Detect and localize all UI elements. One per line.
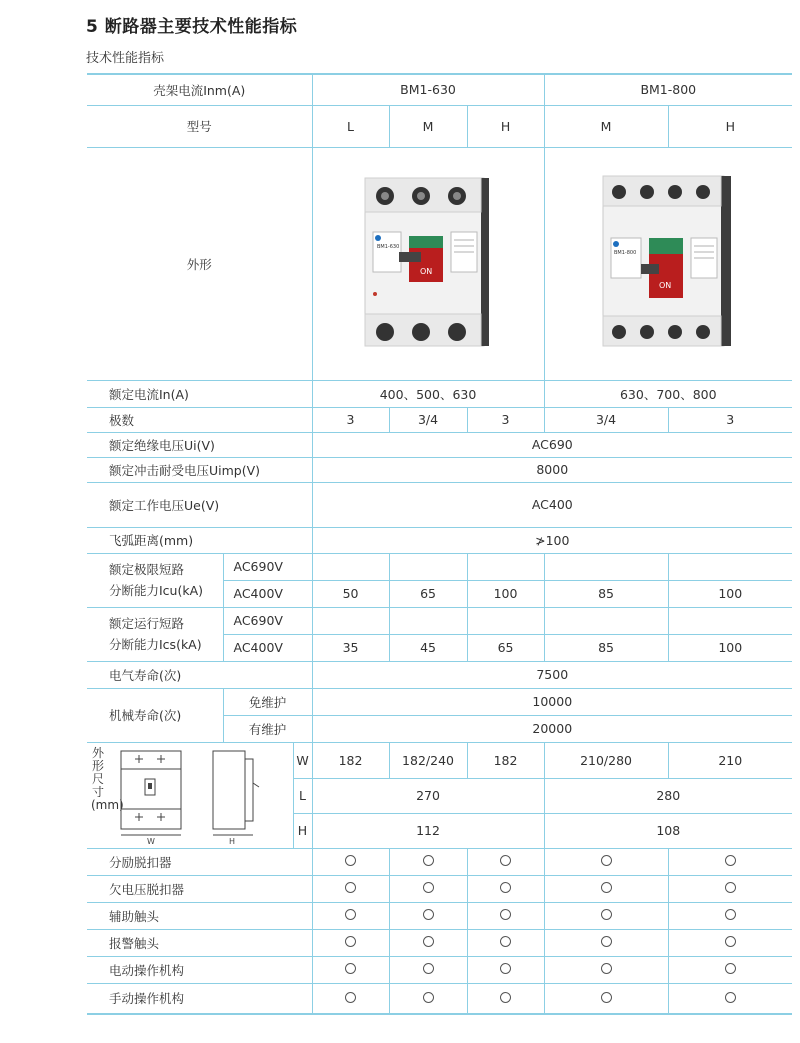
available-circle-icon — [500, 909, 511, 920]
table-row — [87, 457, 792, 482]
available-circle-icon — [601, 992, 612, 1003]
mech-maint-value: 20000 — [312, 715, 792, 742]
ics-ac690-label: AC690V — [223, 607, 312, 634]
breaker-photo-630 — [312, 147, 544, 380]
dimension-drawing — [109, 749, 289, 845]
model-label: 型号 — [87, 105, 312, 147]
table-row — [87, 147, 792, 380]
available-circle-icon — [601, 963, 612, 974]
table-row — [87, 607, 792, 634]
available-circle-icon — [423, 992, 434, 1003]
dim-w-key: W — [293, 742, 312, 778]
icu-label-line2: 分断能力Icu(kA) — [109, 583, 204, 598]
mech-free-label: 免维护 — [223, 688, 312, 715]
rated-current-630: 400、500、630 — [312, 380, 544, 407]
table-row — [87, 848, 792, 875]
table-row — [87, 74, 792, 105]
frame-630: BM1-630 — [312, 74, 544, 105]
accessory-label: 辅助触头 — [87, 902, 312, 929]
photo-630-on-label: ON — [420, 267, 433, 276]
drawing-w-label: W — [147, 836, 155, 845]
available-circle-icon — [345, 909, 356, 920]
available-circle-icon — [345, 963, 356, 974]
photo-630-model-label: BM1-630 — [377, 244, 400, 250]
ics-cell: 100 — [668, 634, 792, 661]
table-row — [87, 380, 792, 407]
icu-ac400-label: AC400V — [223, 580, 312, 607]
icu-cell: 85 — [544, 580, 668, 607]
available-circle-icon — [725, 882, 736, 893]
table-row — [87, 553, 792, 580]
icu-cell: 100 — [668, 580, 792, 607]
accessory-label: 分励脱扣器 — [87, 848, 312, 875]
section-title: 5 断路器主要技术性能指标 — [86, 17, 298, 37]
spec-table — [87, 73, 792, 1015]
rated-current-800: 630、700、800 — [544, 380, 792, 407]
table-row — [87, 105, 792, 147]
table-row — [87, 661, 792, 688]
poles-cell: 3 — [668, 407, 792, 432]
table-row — [87, 875, 792, 902]
frame-800: BM1-800 — [544, 74, 792, 105]
drawing-h-label: H — [229, 836, 236, 845]
dim-w-cell: 182 — [467, 742, 544, 778]
ics-cell: 35 — [312, 634, 389, 661]
available-circle-icon — [345, 855, 356, 866]
available-circle-icon — [601, 855, 612, 866]
arc-value: ≯100 — [312, 527, 792, 553]
dim-l-key: L — [293, 778, 312, 813]
table-row — [87, 983, 792, 1014]
table-row — [87, 527, 792, 553]
available-circle-icon — [345, 882, 356, 893]
frame-current-label: 壳架电流Inm(A) — [87, 74, 312, 105]
dim-w-cell: 210/280 — [544, 742, 668, 778]
ics-label — [87, 607, 223, 661]
table-row — [87, 742, 792, 778]
poles-cell: 3 — [312, 407, 389, 432]
accessory-label: 欠电压脱扣器 — [87, 875, 312, 902]
available-circle-icon — [345, 936, 356, 947]
table-row — [87, 688, 792, 715]
ics-cell: 65 — [467, 634, 544, 661]
available-circle-icon — [500, 936, 511, 947]
available-circle-icon — [500, 855, 511, 866]
available-circle-icon — [423, 963, 434, 974]
available-circle-icon — [725, 992, 736, 1003]
dim-l-630: 270 — [312, 778, 544, 813]
dimension-drawing-cell — [87, 742, 293, 848]
available-circle-icon — [345, 992, 356, 1003]
dim-h-800: 108 — [544, 813, 792, 848]
available-circle-icon — [500, 882, 511, 893]
ics-ac400-label: AC400V — [223, 634, 312, 661]
model-cell: H — [467, 105, 544, 147]
model-cell: M — [389, 105, 467, 147]
available-circle-icon — [601, 936, 612, 947]
table-row — [87, 929, 792, 956]
mech-life-label: 机械寿命(次) — [87, 688, 223, 742]
table-row — [87, 482, 792, 527]
breaker-800-image — [601, 174, 736, 350]
dim-h-key: H — [293, 813, 312, 848]
dim-h-630: 112 — [312, 813, 544, 848]
model-cell: M — [544, 105, 668, 147]
elec-life-value: 7500 — [312, 661, 792, 688]
available-circle-icon — [601, 909, 612, 920]
elec-life-label: 电气寿命(次) — [87, 661, 312, 688]
ui-value: AC690 — [312, 432, 792, 457]
available-circle-icon — [423, 855, 434, 866]
icu-cell: 65 — [389, 580, 467, 607]
mech-free-value: 10000 — [312, 688, 792, 715]
dimension-label: 外形尺寸(mm) — [91, 745, 124, 812]
mech-maint-label: 有维护 — [223, 715, 312, 742]
model-cell: L — [312, 105, 389, 147]
dim-l-800: 280 — [544, 778, 792, 813]
available-circle-icon — [601, 882, 612, 893]
section-subtitle: 技术性能指标 — [86, 51, 165, 66]
poles-cell: 3/4 — [389, 407, 467, 432]
rated-current-label: 额定电流In(A) — [87, 380, 312, 407]
appearance-label: 外形 — [87, 147, 312, 380]
available-circle-icon — [500, 963, 511, 974]
dim-w-cell: 182 — [312, 742, 389, 778]
ics-cell: 85 — [544, 634, 668, 661]
arc-label: 飞弧距离(mm) — [87, 527, 312, 553]
poles-label: 极数 — [87, 407, 312, 432]
breaker-photo-800 — [544, 147, 792, 380]
uimp-label: 额定冲击耐受电压Uimp(V) — [87, 457, 312, 482]
accessory-label: 报警触头 — [87, 929, 312, 956]
model-cell: H — [668, 105, 792, 147]
ui-label: 额定绝缘电压Ui(V) — [87, 432, 312, 457]
icu-label-line1: 额定极限短路 — [109, 562, 185, 577]
poles-cell: 3/4 — [544, 407, 668, 432]
dim-w-cell: 210 — [668, 742, 792, 778]
available-circle-icon — [423, 936, 434, 947]
poles-cell: 3 — [467, 407, 544, 432]
photo-800-on-label: ON — [658, 281, 672, 290]
icu-ac690-label: AC690V — [223, 553, 312, 580]
table-row — [87, 956, 792, 983]
ics-label-line2: 分断能力Ics(kA) — [109, 637, 202, 652]
table-row — [87, 432, 792, 457]
available-circle-icon — [725, 855, 736, 866]
accessory-label: 电动操作机构 — [87, 956, 312, 983]
table-row — [87, 407, 792, 432]
uimp-value: 8000 — [312, 457, 792, 482]
available-circle-icon — [725, 963, 736, 974]
icu-cell: 100 — [467, 580, 544, 607]
available-circle-icon — [423, 909, 434, 920]
ue-value: AC400 — [312, 482, 792, 527]
breaker-630-image — [363, 174, 493, 350]
available-circle-icon — [725, 909, 736, 920]
accessory-label: 手动操作机构 — [87, 983, 312, 1014]
available-circle-icon — [500, 992, 511, 1003]
dim-w-cell: 182/240 — [389, 742, 467, 778]
icu-label — [87, 553, 223, 607]
available-circle-icon — [725, 936, 736, 947]
available-circle-icon — [423, 882, 434, 893]
ics-label-line1: 额定运行短路 — [109, 616, 185, 631]
photo-800-model-label: BM1-800 — [613, 250, 637, 256]
ue-label: 额定工作电压Ue(V) — [87, 482, 312, 527]
table-row — [87, 902, 792, 929]
ics-cell: 45 — [389, 634, 467, 661]
icu-cell: 50 — [312, 580, 389, 607]
